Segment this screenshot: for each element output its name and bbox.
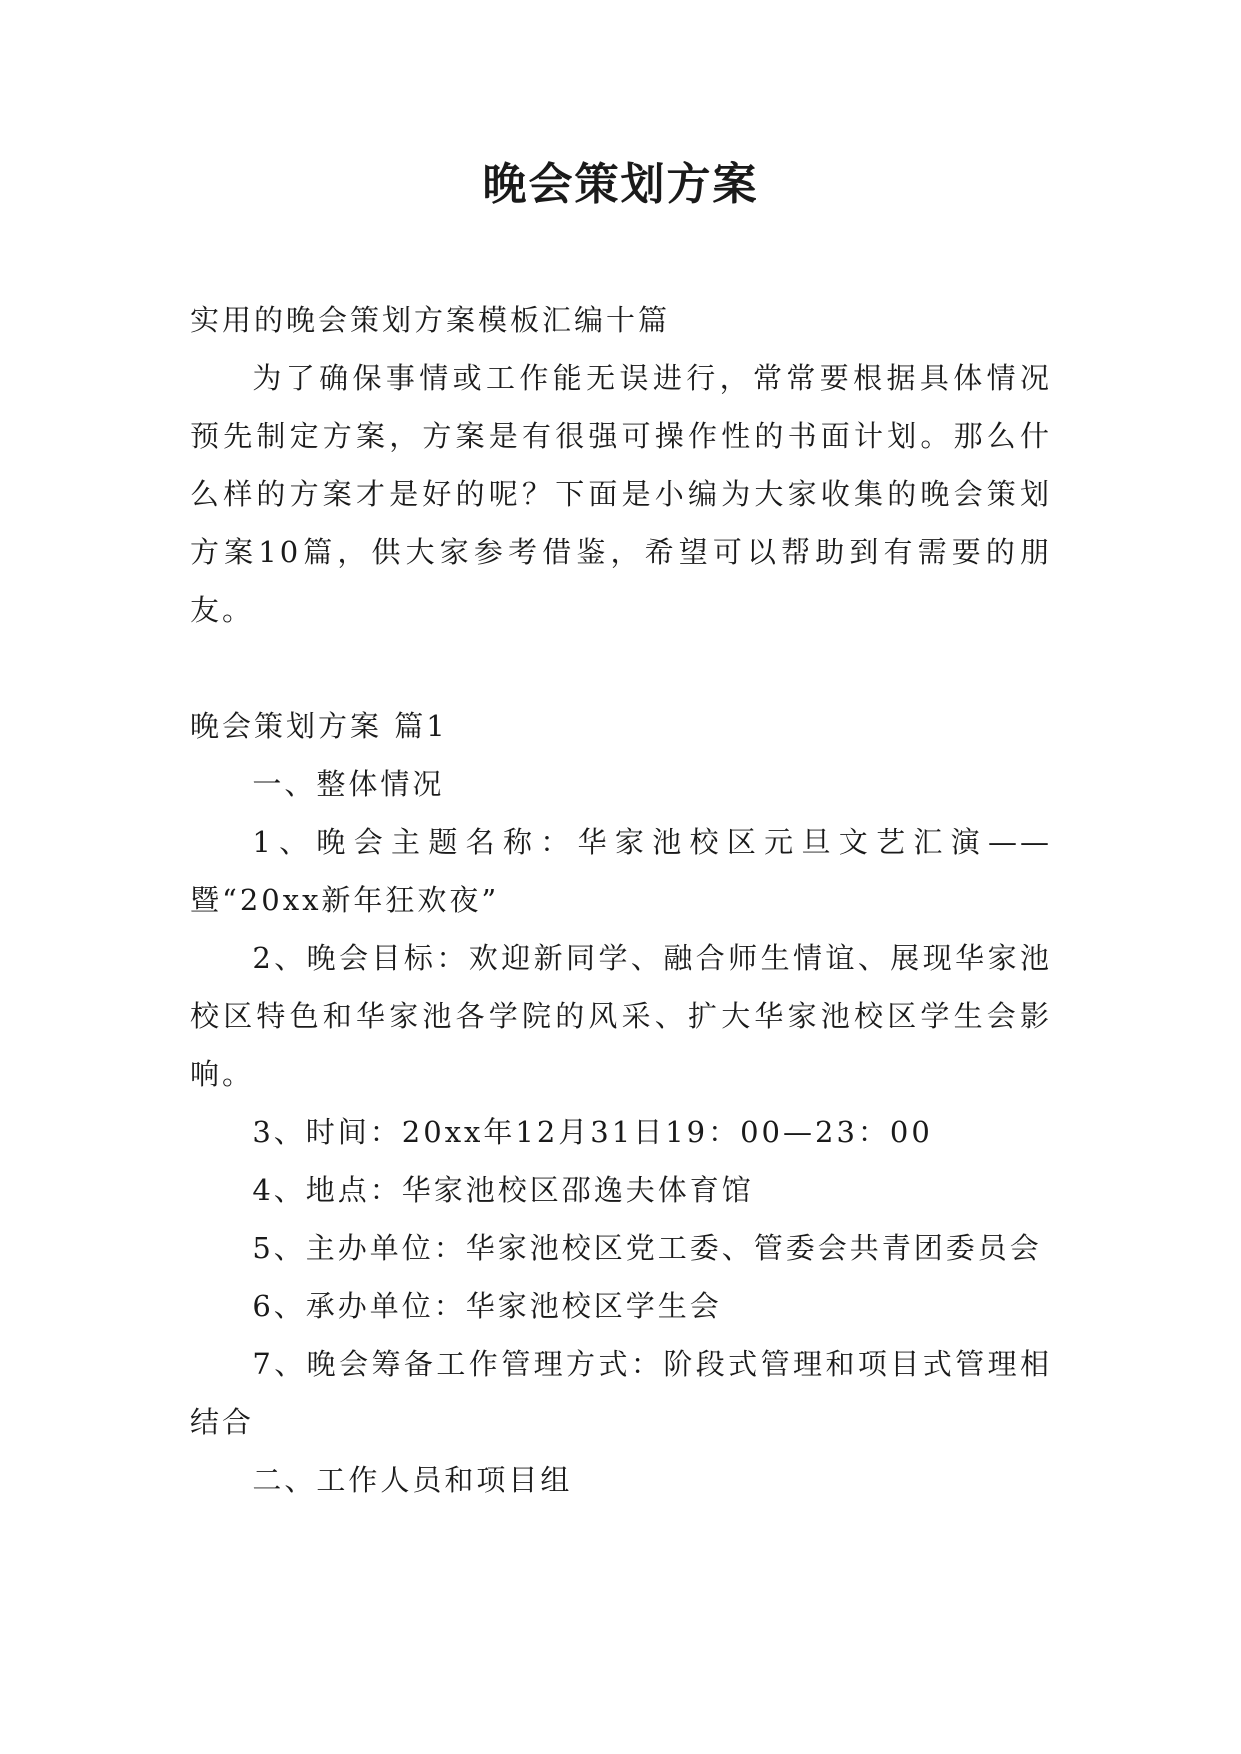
list-item-management: 7、晚会筹备工作管理方式：阶段式管理和项目式管理相结合 xyxy=(190,1347,1052,1439)
list-item-host: 5、主办单位：华家池校区党工委、管委会共青团委员会 xyxy=(252,1231,1042,1265)
document-subtitle: 实用的晚会策划方案模板汇编十篇 xyxy=(190,303,671,337)
list-item-theme: 1、晚会主题名称：华家池校区元旦文艺汇演——暨“20xx新年狂欢夜” xyxy=(190,825,1052,917)
part2-heading: 二、工作人员和项目组 xyxy=(252,1463,573,1497)
list-item-goal: 2、晚会目标：欢迎新同学、融合师生情谊、展现华家池校区特色和华家池各学院的风采、扩大华家池校区学生会影响。 xyxy=(190,941,1052,1091)
document-title: 晚会策划方案 xyxy=(482,159,759,210)
section-heading: 晚会策划方案 篇1 xyxy=(190,709,448,743)
intro-paragraph: 为了确保事情或工作能无误进行，常常要根据具体情况预先制定方案，方案是有很强可操作性的书面计划。那么什么样的方案才是好的呢？下面是小编为大家收集的晚会策划方案10篇，供大家参考借鉴，希望可以帮助到有需要的朋友。 xyxy=(190,361,1052,627)
list-item-organizer: 6、承办单位：华家池校区学生会 xyxy=(252,1289,722,1323)
list-item-time: 3、时间：20xx年12月31日19：00—23：00 xyxy=(252,1115,933,1149)
part1-heading: 一、整体情况 xyxy=(252,767,445,801)
document-body xyxy=(190,291,1052,1509)
list-item-location: 4、地点：华家池校区邵逸夫体育馆 xyxy=(252,1173,754,1207)
